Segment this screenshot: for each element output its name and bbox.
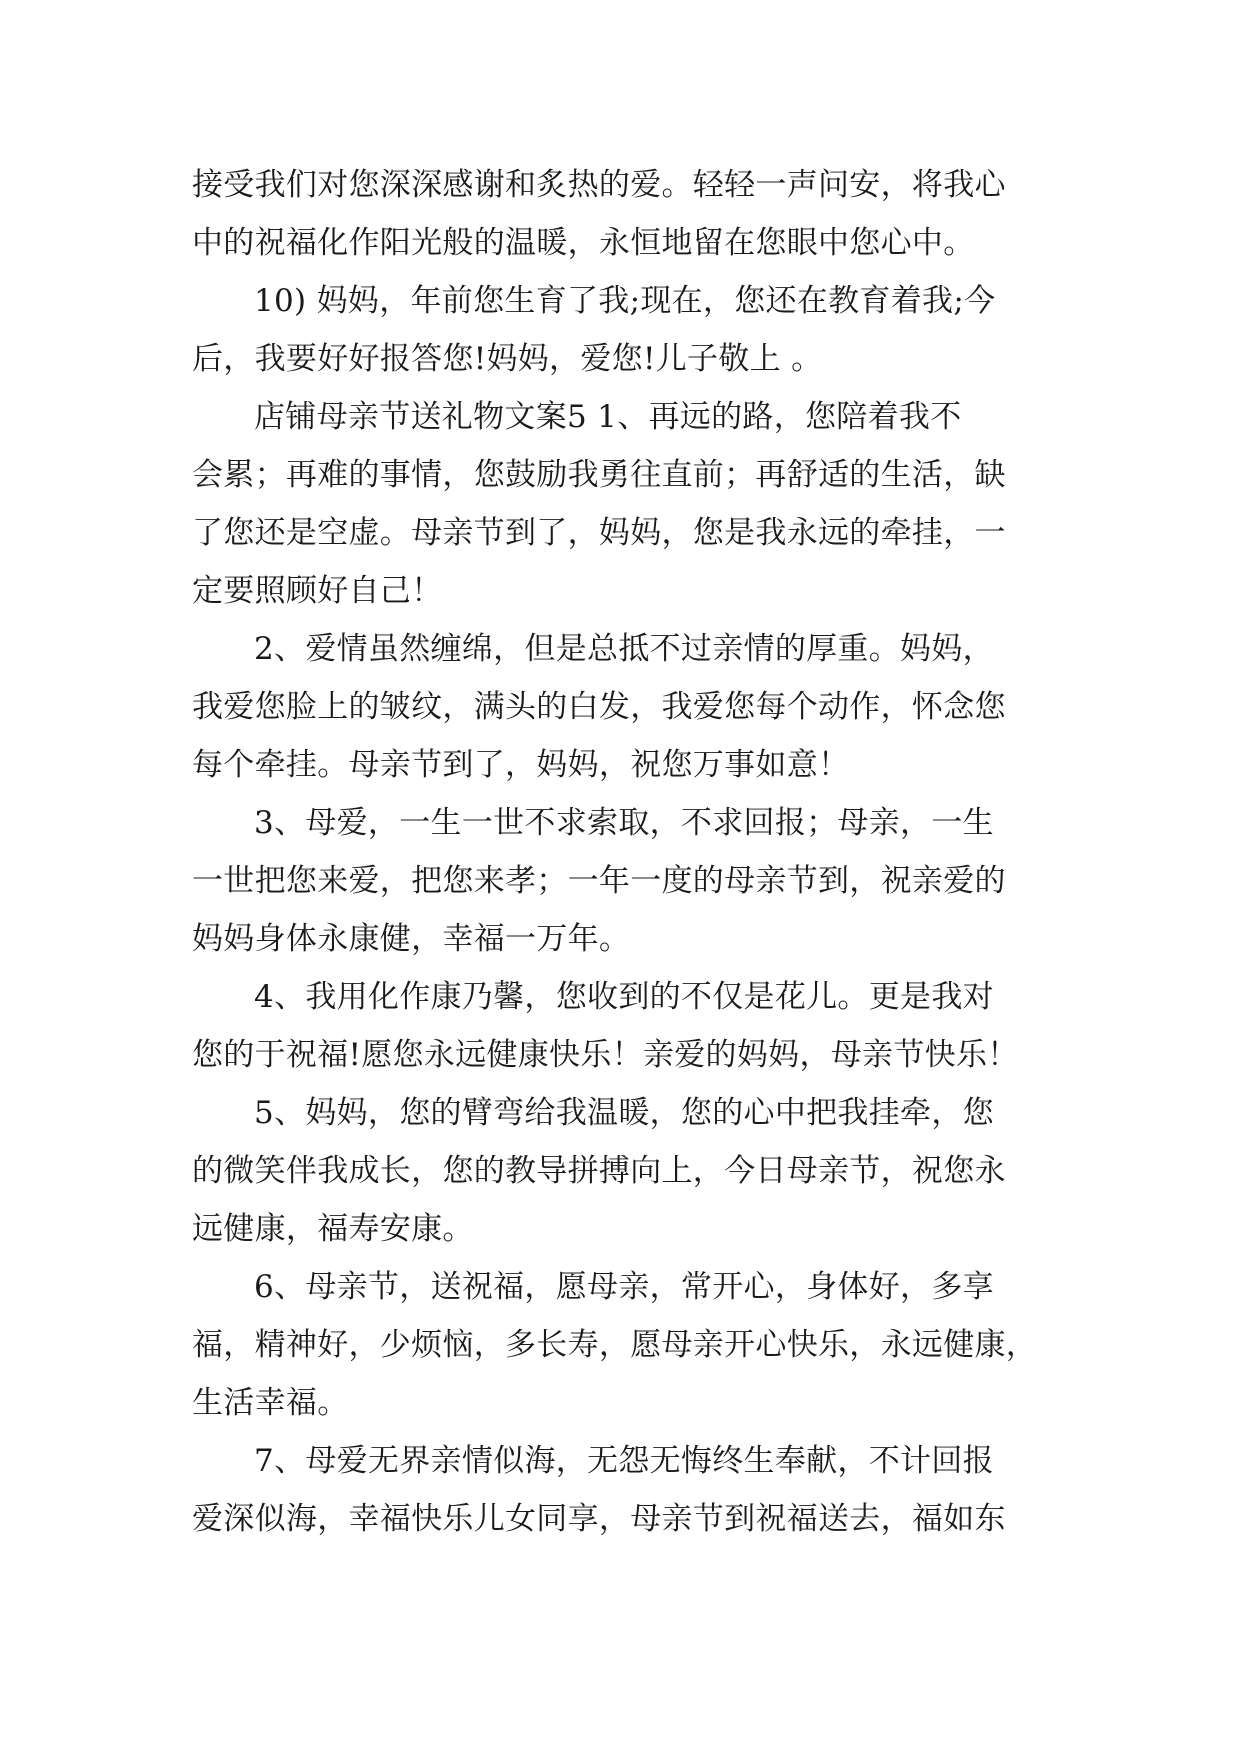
text-line: 会累；再难的事情，您鼓励我勇往直前；再舒适的生活，缺 xyxy=(192,457,1006,493)
text-line: 生活幸福。 xyxy=(192,1385,349,1421)
text-line: 后，我要好好报答您!妈妈，爱您!儿子敬上 。 xyxy=(192,341,823,377)
text-line: 福，精神好，少烦恼，多长寿，愿母亲开心快乐，永远健康， xyxy=(192,1327,1038,1363)
document-body xyxy=(192,156,1072,1548)
paragraph-first-line: 5、妈妈，您的臂弯给我温暖，您的心中把我挂牵，您 xyxy=(254,1095,994,1131)
section-heading-line: 店铺母亲节送礼物文案5 1、再远的路，您陪着我不 xyxy=(254,399,962,435)
paragraph-first-line: 2、爱情虽然缠绵，但是总抵不过亲情的厚重。妈妈， xyxy=(254,631,994,667)
text-line: 每个牵挂。母亲节到了，妈妈，祝您万事如意！ xyxy=(192,747,850,783)
text-line: 定要照顾好自己！ xyxy=(192,573,443,609)
text-line: 您的于祝福!愿您永远健康快乐！亲爱的妈妈，母亲节快乐！ xyxy=(192,1037,1019,1073)
text-line: 的微笑伴我成长，您的教导拼搏向上，今日母亲节，祝您永 xyxy=(192,1153,1006,1189)
text-line: 爱深似海，幸福快乐儿女同享，母亲节到祝福送去，福如东 xyxy=(192,1501,1006,1537)
paragraph-first-line: 3、母爱，一生一世不求索取，不求回报；母亲，一生 xyxy=(254,805,994,841)
text-line: 了您还是空虚。母亲节到了，妈妈，您是我永远的牵挂，一 xyxy=(192,515,1006,551)
paragraph-first-line: 4、我用化作康乃馨，您收到的不仅是花儿。更是我对 xyxy=(254,979,994,1015)
text-line: 妈妈身体永康健，幸福一万年。 xyxy=(192,921,631,957)
paragraph-first-line: 7、母爱无界亲情似海，无怨无悔终生奉献，不计回报 xyxy=(254,1443,994,1479)
paragraph-first-line: 10) 妈妈，年前您生育了我;现在，您还在教育着我;今 xyxy=(254,283,996,319)
paragraph-first-line: 6、母亲节，送祝福，愿母亲，常开心，身体好，多享 xyxy=(254,1269,994,1305)
text-line: 中的祝福化作阳光般的温暖，永恒地留在您眼中您心中。 xyxy=(192,225,975,261)
text-line: 远健康，福寿安康。 xyxy=(192,1211,474,1247)
text-line: 接受我们对您深深感谢和炙热的爱。轻轻一声问安，将我心 xyxy=(192,167,1006,203)
text-line: 我爱您脸上的皱纹，满头的白发，我爱您每个动作，怀念您 xyxy=(192,689,1006,725)
text-line: 一世把您来爱，把您来孝；一年一度的母亲节到，祝亲爱的 xyxy=(192,863,1006,899)
